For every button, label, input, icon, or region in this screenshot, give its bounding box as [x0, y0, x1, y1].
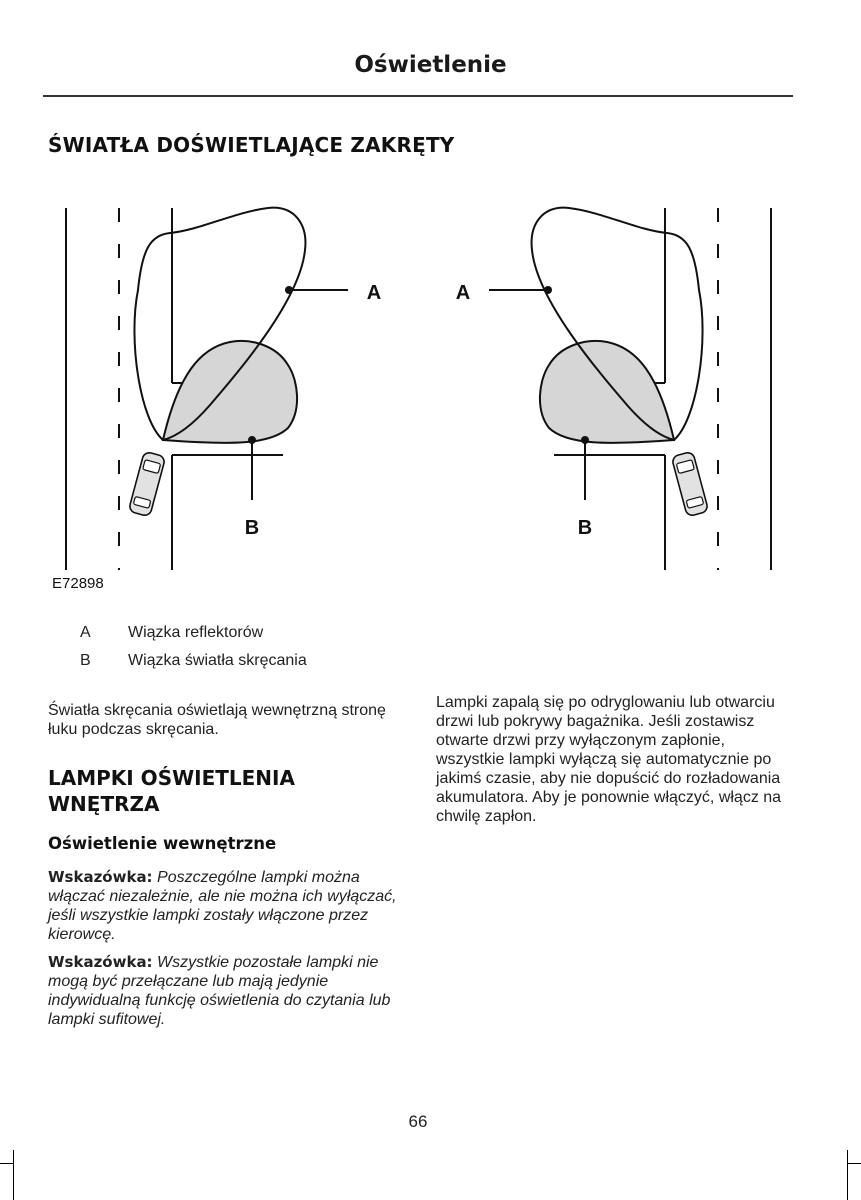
legend-text-a: Wiązka reflektorów [128, 624, 264, 641]
note-1-text: Poszczególne lampki można włączać niezależnie, ale nie można ich wyłączać, jeśli wszystkie lampki zostały włączone przez kierowcę. [48, 869, 397, 943]
callout-label-a-right: A [455, 282, 471, 304]
section-title: ŚWIATŁA DOŚWIETLAJĄCE ZAKRĘTY [48, 133, 455, 157]
interior-lights-subheading: Oświetlenie wewnętrzne [48, 834, 277, 853]
right-turn-diagram [489, 208, 771, 570]
interior-lights-heading: LAMPKI OŚWIETLENIA WNĘTRZA [48, 766, 295, 816]
crop-mark [13, 1150, 14, 1200]
note-1 [48, 868, 408, 944]
note-2 [48, 953, 408, 1029]
crop-mark [847, 1150, 848, 1200]
legend-key-b: B [80, 652, 91, 669]
page-number: 66 [408, 1112, 428, 1131]
right-paragraph: Lampki zapalą się po odryglowaniu lub otwarciu drzwi lub pokrywy bagażnika. Jeśli zostawisz otwarte drzwi przy wyłączonym zapłonie, wszystkie lampki wyłączą się automatycznie po jakimś czasie, aby nie dopuścić do rozładowania akumulatora. Aby je ponownie włączyć, włącz na chwilę zapłon. [436, 694, 782, 825]
callout-label-b-right: B [577, 517, 593, 539]
page-header-title: Oświetlenie [354, 52, 507, 78]
intro-paragraph: Światła skręcania oświetlają wewnętrzną stronę łuku podczas skręcania. [48, 702, 386, 738]
note-2-text: Wszystkie pozostałe lampki nie mogą być przełączane lub mają jedynie indywidualną funkcję oświetlenia do czytania lub lampki sufitowej. [48, 954, 391, 1028]
legend-key-a: A [80, 624, 91, 641]
cornering-beam-shape [540, 341, 674, 443]
cornering-beam-shape [163, 341, 297, 443]
callout-label-b: B [244, 517, 260, 539]
callout-dot-a [285, 286, 293, 294]
crop-mark [0, 1163, 13, 1164]
figure-code: E72898 [52, 575, 104, 592]
car-icon [128, 451, 165, 517]
note-1-label: Wskazówka: [48, 868, 153, 886]
callout-dot-a [544, 286, 552, 294]
left-turn-diagram [66, 208, 348, 570]
crop-mark [848, 1163, 861, 1164]
callout-label-a: A [366, 282, 382, 304]
callout-dot-b [581, 436, 589, 444]
legend-text-b: Wiązka światła skręcania [128, 652, 307, 669]
car-icon [671, 451, 708, 517]
callout-dot-b [248, 436, 256, 444]
note-2-label: Wskazówka: [48, 953, 153, 971]
